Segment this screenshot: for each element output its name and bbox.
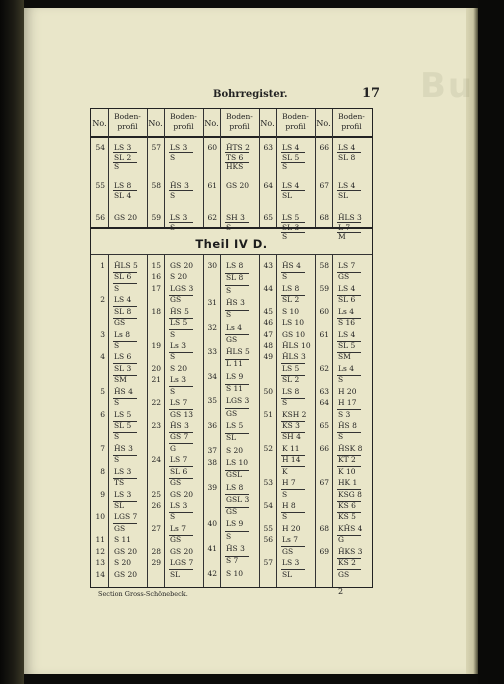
profile-entry: TS 6 [226,152,244,162]
row-number: 43 [263,261,273,270]
section-title: Theil IV D. [195,237,268,251]
row-number: 32 [207,322,217,332]
profile-entry: S [170,512,176,522]
header-profile-label: Boden- [226,112,253,121]
profile-entry: S [170,329,176,339]
row-number: 41 [207,544,217,554]
row-number: 6 [100,409,105,419]
profile-entry: S [114,341,120,350]
profile-entry: LGS 7 [170,558,194,568]
profile-entry: LS 5 [282,213,300,222]
profile-entry: ĤS 4 [282,261,301,270]
profile-entry: LS 9 [226,371,244,381]
profile-entry: K 10 [338,466,356,476]
row-number: 12 [95,546,105,556]
profile-entry: H 8 [282,501,296,510]
row-number: 26 [151,501,161,510]
show-through-watermark: Bu [420,66,475,106]
profile-entry: SL 5 [282,152,300,162]
profile-entry: ĤLS 5 [114,261,138,270]
row-number: 66 [319,443,329,453]
row-number: 67 [319,478,329,488]
profile-entry: LS 3 [282,558,300,568]
header-rule [91,136,372,138]
profile-entry: K [282,466,288,476]
profile-entry: LS 10 [282,318,305,328]
row-number: 66 [319,143,329,152]
profile-entry: LS 4 [338,329,356,339]
profile-entry: KS 6 [338,501,356,510]
profile-entry: S [226,310,232,320]
profile-entry: L 11 [226,359,243,369]
profile-entry: LGS 7 [114,512,138,522]
profile-entry: ĤS 3 [114,443,133,453]
profile-entry: KĤS 4 [338,523,363,533]
header-no-label: No. [148,119,163,128]
profile-entry: H 20 [338,386,357,396]
profile-entry: SL 2 [114,152,132,162]
profile-entry: SL [338,190,349,200]
row-number: 10 [95,512,105,522]
profile-entry: SL 3 [282,222,300,232]
row-number: 44 [263,283,273,293]
profile-entry: S [338,432,344,442]
row-number: 39 [207,482,217,492]
profile-entry: ĤS 3 [170,421,189,430]
profile-entry: SL 2 [282,295,300,305]
profile-entry: KS 2 [338,558,356,568]
profile-entry: H 7 [282,478,296,488]
row-number: 58 [151,181,161,190]
profile-entry: S [282,489,288,499]
profile-entry: ĤLS 10 [282,341,311,350]
profile-entry: LS 3 [114,466,132,476]
row-number: 34 [207,371,217,381]
profile-entry: ĤLS 5 [226,347,250,357]
profile-entry: GS 20 [170,489,194,499]
row-number: 8 [100,466,105,476]
profile-entry: SL 6 [114,272,132,282]
profile-entry: ĤS 5 [170,306,189,316]
profile-entry: LS 4 [282,143,300,152]
profile-entry: HK 1 [338,478,358,488]
profile-entry: GS [226,408,238,418]
profile-entry: S 10 [226,568,244,578]
number-divider [276,254,277,587]
profile-entry: H 20 [282,523,301,533]
profile-entry: SL [114,501,125,510]
profile-entry: SL 3 [114,363,132,373]
profile-entry: G [338,535,344,545]
profile-entry: Ls 3 [170,341,186,350]
header-profile-label: Boden- [282,112,309,121]
row-number: 23 [151,421,161,430]
profile-entry: SL [226,433,237,443]
profile-entry: S [282,232,288,242]
number-divider [220,254,221,587]
profile-entry: S 20 [114,558,132,568]
profile-entry: ĤKS 3 [338,546,363,556]
header-no-label: No. [92,119,107,128]
profile-entry: S [170,190,176,200]
profile-entry: G [170,443,176,453]
profile-entry: LS 8 [282,386,300,396]
profile-entry: LS 5 [170,318,188,328]
row-number: 19 [151,341,161,350]
profile-entry: LGS 3 [170,283,194,293]
profile-entry: LS 4 [338,283,356,293]
row-number: 17 [151,283,161,293]
profile-entry: LS 9 [226,519,244,529]
row-number: 52 [263,443,273,453]
profile-entry: GS [114,523,126,533]
profile-entry: LS 8 [226,482,244,492]
profile-entry: M [338,232,346,242]
profile-entry: ĤS 8 [338,421,357,430]
row-number: 54 [263,501,273,510]
profile-entry: LS 7 [170,455,188,465]
row-number: 42 [207,568,217,578]
row-number: 13 [95,558,105,568]
row-number: 48 [263,341,273,350]
profile-entry: L 7 [338,222,351,232]
profile-entry: S [226,222,232,232]
profile-entry: SL 8 [338,152,356,162]
profile-entry: S [282,162,288,172]
profile-entry: ĤSK 8 [338,443,363,453]
profile-entry: S [170,386,176,396]
row-number: 68 [319,213,329,222]
profile-entry: GS [170,295,182,305]
profile-entry: LS 5 [114,409,132,419]
profile-entry: LS 10 [226,457,249,467]
section-top-rule [91,227,372,229]
profile-entry: S [114,398,120,408]
profile-entry: LS 5 [226,421,244,430]
row-number: 62 [319,363,329,373]
row-number: 54 [95,143,105,152]
row-number: 57 [263,558,273,568]
profile-entry: S [282,398,288,408]
header-no-label: No. [316,119,331,128]
row-number: 50 [263,386,273,396]
header-no-label: No. [204,119,219,128]
row-number: 9 [100,489,105,499]
profile-entry: SL 4 [114,190,132,200]
row-number: 27 [151,523,161,533]
row-number: 58 [319,261,329,270]
row-number: 64 [263,181,273,190]
profile-entry: SL [282,569,293,579]
profile-entry: SM [114,375,127,385]
row-number: 20 [151,363,161,373]
profile-entry: GS 20 [114,213,138,222]
profile-entry: KSG 8 [338,489,362,499]
profile-entry: GS 13 [170,409,194,419]
row-number: 37 [207,445,217,455]
section-bottom-rule [91,254,372,255]
profile-entry: Ls 4 [338,363,354,373]
profile-entry: S [114,432,120,442]
profile-entry: H 14 [282,455,301,465]
profile-entry: ĤS 3 [226,297,245,307]
row-number: 11 [95,535,105,545]
profile-entry: S [226,531,232,541]
profile-entry: Ls 8 [114,329,130,339]
row-number: 67 [319,181,329,190]
profile-entry: GS [170,478,182,488]
page-edge [466,8,478,674]
profile-entry: ĤLS 3 [338,213,362,222]
profile-entry: KS 3 [282,421,300,430]
row-number: 28 [151,546,161,556]
profile-entry: LS 8 [226,261,244,270]
number-divider [332,254,333,587]
profile-entry: S 20 [170,363,188,373]
page-number: 17 [362,86,381,101]
profile-entry: LS 4 [282,181,300,190]
profile-entry: SH 4 [282,432,301,442]
profile-entry: GS [170,535,182,545]
profile-entry: Ls 4 [226,322,242,332]
profile-entry: LS 4 [114,295,132,305]
profile-entry: S 11 [114,535,132,545]
profile-entry: ĤS 3 [170,181,189,190]
profile-entry: GS [226,507,238,517]
borehole-register-table [90,108,373,588]
row-number: 53 [263,478,273,488]
profile-entry: GS 20 [170,546,194,556]
profile-entry: SL 2 [282,375,300,385]
profile-entry: TS [114,478,125,488]
profile-entry: LS 3 [114,143,132,152]
profile-entry: GSL [226,470,243,480]
profile-entry: GS 7 [170,432,189,442]
profile-entry: SL [282,190,293,200]
profile-entry: H 17 [338,398,357,408]
row-number: 68 [319,523,329,533]
profile-entry: S [170,352,176,362]
row-number: 7 [100,443,105,453]
row-number: 35 [207,396,217,406]
profile-entry: LS 5 [282,363,300,373]
profile-entry: KS 5 [338,512,356,522]
profile-entry: LS 3 [170,143,188,152]
profile-entry: SL [170,569,181,579]
profile-entry: SL 8 [114,306,132,316]
row-number: 64 [319,398,329,408]
profile-entry: GS 20 [170,261,194,270]
row-number: 55 [95,181,105,190]
profile-entry: S 7 [226,556,239,566]
profile-entry: K 11 [282,443,300,453]
header-no-label: No. [260,119,275,128]
profile-entry: LGS 3 [226,396,250,406]
row-number: 14 [95,569,105,579]
row-number: 1 [100,261,105,270]
profile-entry: SH 3 [226,213,245,222]
profile-entry: S [114,455,120,465]
profile-entry: LS 3 [170,501,188,510]
header-profile-label: Boden- [338,112,365,121]
profile-entry: LS 6 [114,352,132,362]
row-number: 61 [319,329,329,339]
header-profile-label: profil [229,122,250,131]
profile-entry: GSL 3 [226,494,250,504]
profile-entry: ĤTS 2 [226,143,250,152]
row-number: 36 [207,421,217,430]
profile-entry: GS 20 [226,181,250,190]
row-number: 51 [263,409,273,419]
row-number: 55 [263,523,273,533]
profile-entry: GS [226,334,238,344]
profile-entry: LS 3 [114,489,132,499]
row-number: 18 [151,306,161,316]
profile-entry: S [282,272,288,282]
book-spine [0,0,24,684]
row-number: 4 [100,352,105,362]
row-number: 29 [151,558,161,568]
row-number: 65 [319,421,329,430]
profile-entry: S 11 [226,384,244,394]
row-number: 63 [319,386,329,396]
profile-entry: S [338,375,344,385]
row-number: 56 [95,213,105,222]
profile-entry: LS 8 [282,283,300,293]
profile-entry: LS 7 [170,398,188,408]
row-number: 60 [207,143,217,152]
profile-entry: SL 8 [226,273,244,283]
profile-entry: ĤKS [226,162,244,172]
profile-entry: SL 5 [338,341,356,350]
row-number: 2 [100,295,105,305]
row-number: 69 [319,546,329,556]
profile-entry: GS 20 [114,546,138,556]
scan-background [478,0,504,684]
profile-entry: Ls 7 [282,535,298,545]
profile-entry: LS 4 [338,181,356,190]
profile-entry: KSH 2 [282,409,307,419]
row-number: 25 [151,489,161,499]
number-divider [164,254,165,587]
profile-entry: ĤS 4 [114,386,133,396]
row-number: 65 [263,213,273,222]
row-number: 31 [207,297,217,307]
header-profile-label: profil [173,122,194,131]
row-number: 5 [100,386,105,396]
profile-entry: GS [338,569,350,579]
profile-entry: S [170,222,176,232]
profile-entry: LS 4 [338,143,356,152]
profile-entry: S 20 [226,445,244,455]
profile-entry: S [282,512,288,522]
row-number: 61 [207,181,217,190]
row-number: 38 [207,457,217,467]
footer-section-name: Section Gross-Schönebeck. [98,590,188,598]
row-number: 16 [151,272,161,282]
profile-entry: S 10 [282,306,300,316]
profile-entry: S [226,285,232,295]
profile-entry: LS 8 [114,181,132,190]
row-number: 33 [207,347,217,357]
profile-entry: SL 5 [114,421,132,430]
row-number: 57 [151,143,161,152]
row-number: 59 [319,283,329,293]
profile-entry: GS 10 [282,329,306,339]
profile-entry: Ls 4 [338,306,354,316]
row-number: 3 [100,329,105,339]
row-number: 24 [151,455,161,465]
row-number: 62 [207,213,217,222]
row-number: 21 [151,375,161,385]
profile-entry: ĤLS 3 [282,352,306,362]
row-number: 40 [207,519,217,529]
row-number: 46 [263,318,273,328]
profile-entry: GS [114,318,126,328]
profile-entry: S [170,152,176,162]
header-profile-label: profil [341,122,362,131]
footer-signature: 2 [338,587,344,596]
profile-entry: S [114,283,120,293]
profile-entry: S 3 [338,409,351,419]
row-number: 30 [207,261,217,270]
number-divider [108,254,109,587]
profile-entry: SL 6 [338,295,356,305]
row-number: 63 [263,143,273,152]
row-number: 59 [151,213,161,222]
profile-entry: Ls 3 [170,375,186,385]
row-number: 45 [263,306,273,316]
profile-entry: S 20 [170,272,188,282]
profile-entry: Ls 7 [170,523,186,533]
header-profile-label: Boden- [114,112,141,121]
row-number: 15 [151,261,161,270]
profile-entry: S 16 [338,318,356,328]
profile-entry: GS 20 [114,569,138,579]
profile-entry: ĤS 3 [226,544,245,554]
profile-entry: LS 7 [338,261,356,270]
header-profile-label: profil [117,122,138,131]
profile-entry: SM [338,352,351,362]
header-profile-label: profil [285,122,306,131]
profile-entry: S [114,162,120,172]
row-number: 47 [263,329,273,339]
profile-entry: GS [282,546,294,556]
row-number: 60 [319,306,329,316]
profile-entry: GS [338,272,350,282]
row-number: 49 [263,352,273,362]
row-number: 22 [151,398,161,408]
profile-entry: KT 2 [338,455,356,465]
profile-entry: LS 3 [170,213,188,222]
row-number: 56 [263,535,273,545]
header-profile-label: Boden- [170,112,197,121]
running-head-title: Bohrregister. [213,89,288,100]
profile-entry: SL 6 [170,466,188,476]
